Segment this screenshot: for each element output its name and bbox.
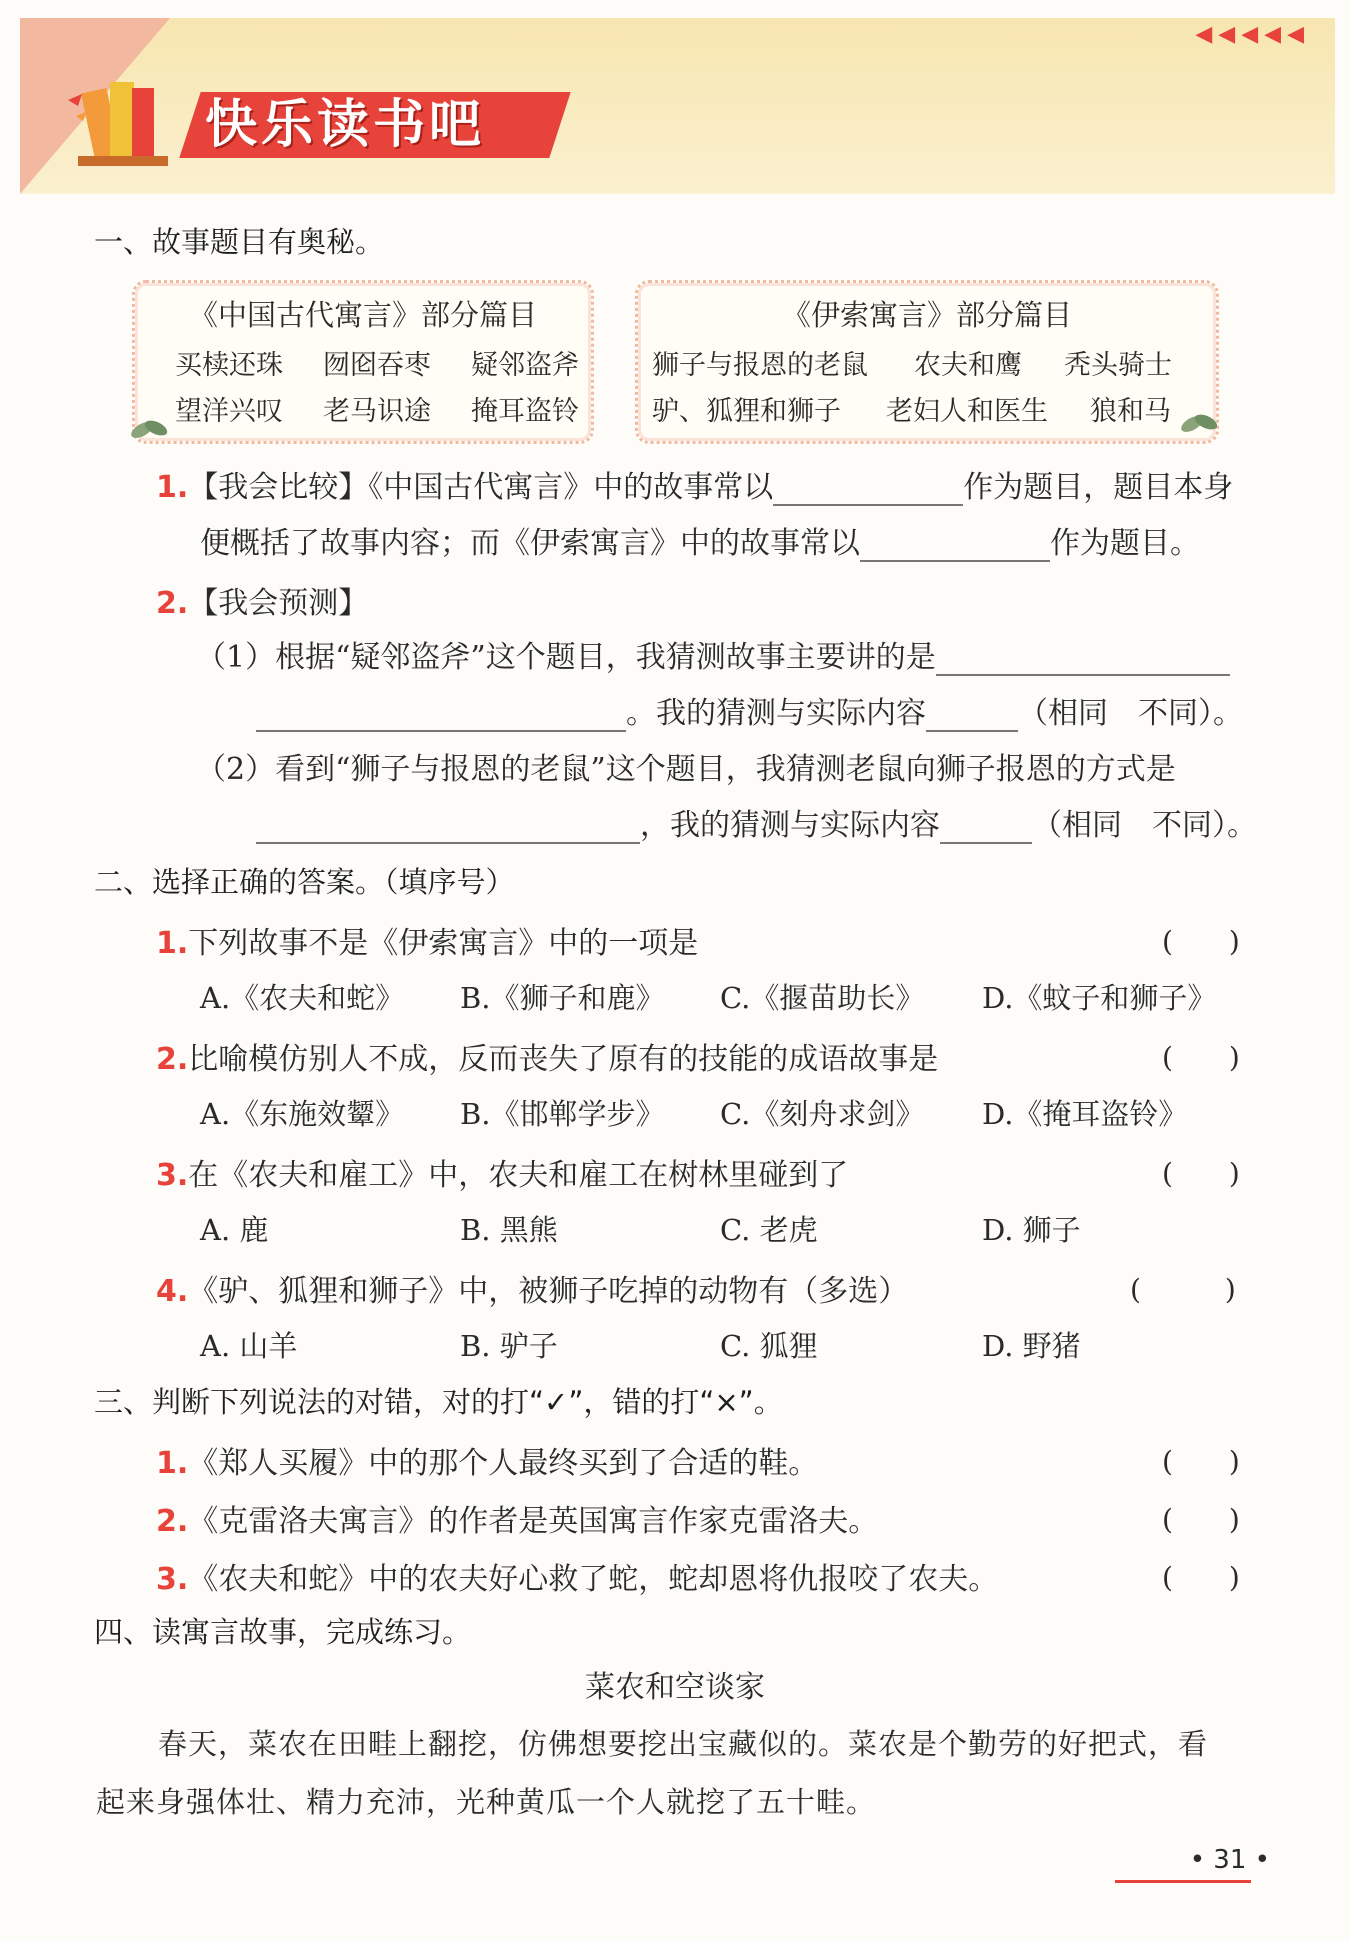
question-number: 2.: [156, 1042, 189, 1077]
option[interactable]: D.《蚊子和狮子》: [982, 981, 1217, 1015]
question-number: 2.: [156, 586, 189, 621]
page-number: • 31 •: [1189, 1845, 1270, 1875]
question-text: （1）根据“疑邻盗斧”这个题目，我猜测故事主要讲的是: [196, 640, 936, 675]
question-text: 便概括了故事内容；而《伊索寓言》中的故事常以: [200, 526, 860, 561]
section-4-heading: 四、读寓言故事，完成练习。: [94, 1615, 472, 1649]
question-tag: 【我会比较】: [188, 470, 369, 505]
leaf-icon: [1178, 404, 1222, 440]
choice-question-3: [156, 1150, 848, 1194]
answer-paren[interactable]: ( ): [1162, 1445, 1240, 1478]
question-2-part-1: [196, 632, 1230, 676]
box-aesop-fables-title: 《伊索寓言》部分篇目: [781, 298, 1072, 332]
option[interactable]: C.《揠苗助长》: [720, 981, 925, 1015]
page-number-underline: [1115, 1880, 1251, 1883]
question-number: 3.: [156, 1158, 189, 1193]
answer-blank[interactable]: [773, 474, 963, 506]
question-text: 《郑人买履》中的那个人最终买到了合适的鞋。: [188, 1446, 819, 1481]
option[interactable]: D.《掩耳盗铃》: [982, 1097, 1188, 1131]
list-item: 狮子与报恩的老鼠: [652, 350, 868, 381]
question-2-part-2-cont: [256, 800, 1257, 844]
answer-blank[interactable]: [926, 700, 1018, 732]
story-title: 菜农和空谈家: [585, 1670, 765, 1705]
list-item: 囫囵吞枣: [323, 350, 431, 381]
choice-question-4: [156, 1266, 908, 1310]
section-2-heading: 二、选择正确的答案。（填序号）: [94, 865, 515, 899]
question-text: 《中国古代寓言》中的故事常以: [368, 470, 774, 505]
question-number: 3.: [156, 1562, 189, 1597]
list-item: 买椟还珠: [175, 350, 283, 381]
question-tag: 【我会预测】: [188, 586, 369, 621]
answer-blank[interactable]: [936, 644, 1230, 676]
option[interactable]: B. 驴子: [460, 1329, 558, 1363]
judge-item-3: [156, 1554, 998, 1598]
option[interactable]: A.《农夫和蛇》: [200, 981, 405, 1015]
question-text: 《克雷洛夫寓言》的作者是英国寓言作家克雷洛夫。: [188, 1504, 879, 1539]
question-number: 1.: [156, 1446, 189, 1481]
question-number: 2.: [156, 1504, 189, 1539]
question-text: 。我的猜测与实际内容: [626, 696, 926, 731]
option[interactable]: B. 黑熊: [460, 1213, 558, 1247]
question-text: （相同 不同）。: [1032, 808, 1257, 843]
option[interactable]: A. 山羊: [200, 1329, 298, 1363]
list-item: 驴、狐狸和狮子: [652, 396, 841, 427]
question-text: 《农夫和蛇》中的农夫好心救了蛇，蛇却恩将仇报咬了农夫。: [188, 1562, 999, 1597]
question-text: 作为题目，题目本身: [963, 470, 1234, 505]
option[interactable]: B.《邯郸学步》: [460, 1097, 665, 1131]
answer-blank[interactable]: [940, 812, 1032, 844]
question-number: 1.: [156, 470, 189, 505]
box-chinese-fables-title: 《中国古代寓言》部分篇目: [188, 298, 537, 332]
section-3-heading: 三、判断下列说法的对错，对的打“✓”，错的打“×”。: [94, 1385, 783, 1419]
option[interactable]: A. 鹿: [200, 1213, 269, 1247]
choice-question-2: [156, 1034, 938, 1078]
question-text: 《驴、狐狸和狮子》中，被狮子吃掉的动物有（多选）: [188, 1274, 909, 1309]
story-line-2: 起来身强体壮、精力充沛，光种黄瓜一个人就挖了五十畦。: [96, 1785, 877, 1819]
option[interactable]: B.《狮子和鹿》: [460, 981, 665, 1015]
answer-paren[interactable]: ( ): [1130, 1273, 1236, 1306]
list-item: 秃头骑士: [1064, 350, 1172, 381]
answer-blank[interactable]: [860, 530, 1050, 562]
question-2-line-1: [156, 578, 368, 622]
question-text: （2）看到“狮子与报恩的老鼠”这个题目，我猜测老鼠向狮子报恩的方式是: [196, 752, 1176, 787]
question-text: 作为题目。: [1050, 526, 1200, 561]
section-1-heading: 一、故事题目有奥秘。: [94, 225, 385, 259]
choice-question-1: [156, 918, 698, 962]
question-1-line-2: [200, 518, 1200, 562]
question-number: 4.: [156, 1274, 189, 1309]
question-text: 在《农夫和雇工》中，农夫和雇工在树林里碰到了: [188, 1158, 849, 1193]
list-item: 农夫和鹰: [914, 350, 1022, 381]
box-chinese-fables: [132, 280, 594, 444]
judge-item-1: [156, 1438, 818, 1482]
answer-paren[interactable]: ( ): [1162, 1041, 1240, 1074]
answer-paren[interactable]: ( ): [1162, 1503, 1240, 1536]
books-icon: [58, 60, 178, 180]
question-text: 比喻模仿别人不成，反而丧失了原有的技能的成语故事是: [188, 1042, 939, 1077]
question-number: 1.: [156, 926, 189, 961]
list-item: 掩耳盗铃: [471, 396, 579, 427]
answer-paren[interactable]: ( ): [1162, 925, 1240, 958]
answer-paren[interactable]: ( ): [1162, 1561, 1240, 1594]
option[interactable]: C.《刻舟求剑》: [720, 1097, 925, 1131]
question-text: 下列故事不是《伊索寓言》中的一项是: [188, 926, 699, 961]
page-title: 快乐读书吧: [205, 95, 486, 155]
option[interactable]: D. 野猪: [982, 1329, 1081, 1363]
leaf-icon: [128, 410, 172, 446]
option[interactable]: A.《东施效颦》: [200, 1097, 405, 1131]
list-item: 疑邻盗斧: [471, 350, 579, 381]
list-item: 老妇人和医生: [886, 396, 1048, 427]
question-text: ，我的猜测与实际内容: [640, 808, 940, 843]
arrow-decoration: ◀◀◀◀◀: [1195, 22, 1310, 47]
question-1-line-1: [156, 462, 1233, 506]
question-2-part-1-cont: [256, 688, 1243, 732]
answer-blank[interactable]: [256, 812, 640, 844]
judge-item-2: [156, 1496, 878, 1540]
answer-blank[interactable]: [256, 700, 626, 732]
option[interactable]: C. 狐狸: [720, 1329, 818, 1363]
list-item: 狼和马: [1090, 396, 1171, 427]
list-item: 老马识途: [323, 396, 431, 427]
story-line-1: 春天，菜农在田畦上翻挖，仿佛想要挖出宝藏似的。菜农是个勤劳的好把式，看: [158, 1727, 1209, 1761]
question-2-part-2: [196, 744, 1176, 788]
option[interactable]: C. 老虎: [720, 1213, 818, 1247]
answer-paren[interactable]: ( ): [1162, 1157, 1240, 1190]
list-item: 望洋兴叹: [175, 396, 283, 427]
box-aesop-fables: [635, 280, 1219, 444]
option[interactable]: D. 狮子: [982, 1213, 1081, 1247]
question-text: （相同 不同）。: [1018, 696, 1243, 731]
